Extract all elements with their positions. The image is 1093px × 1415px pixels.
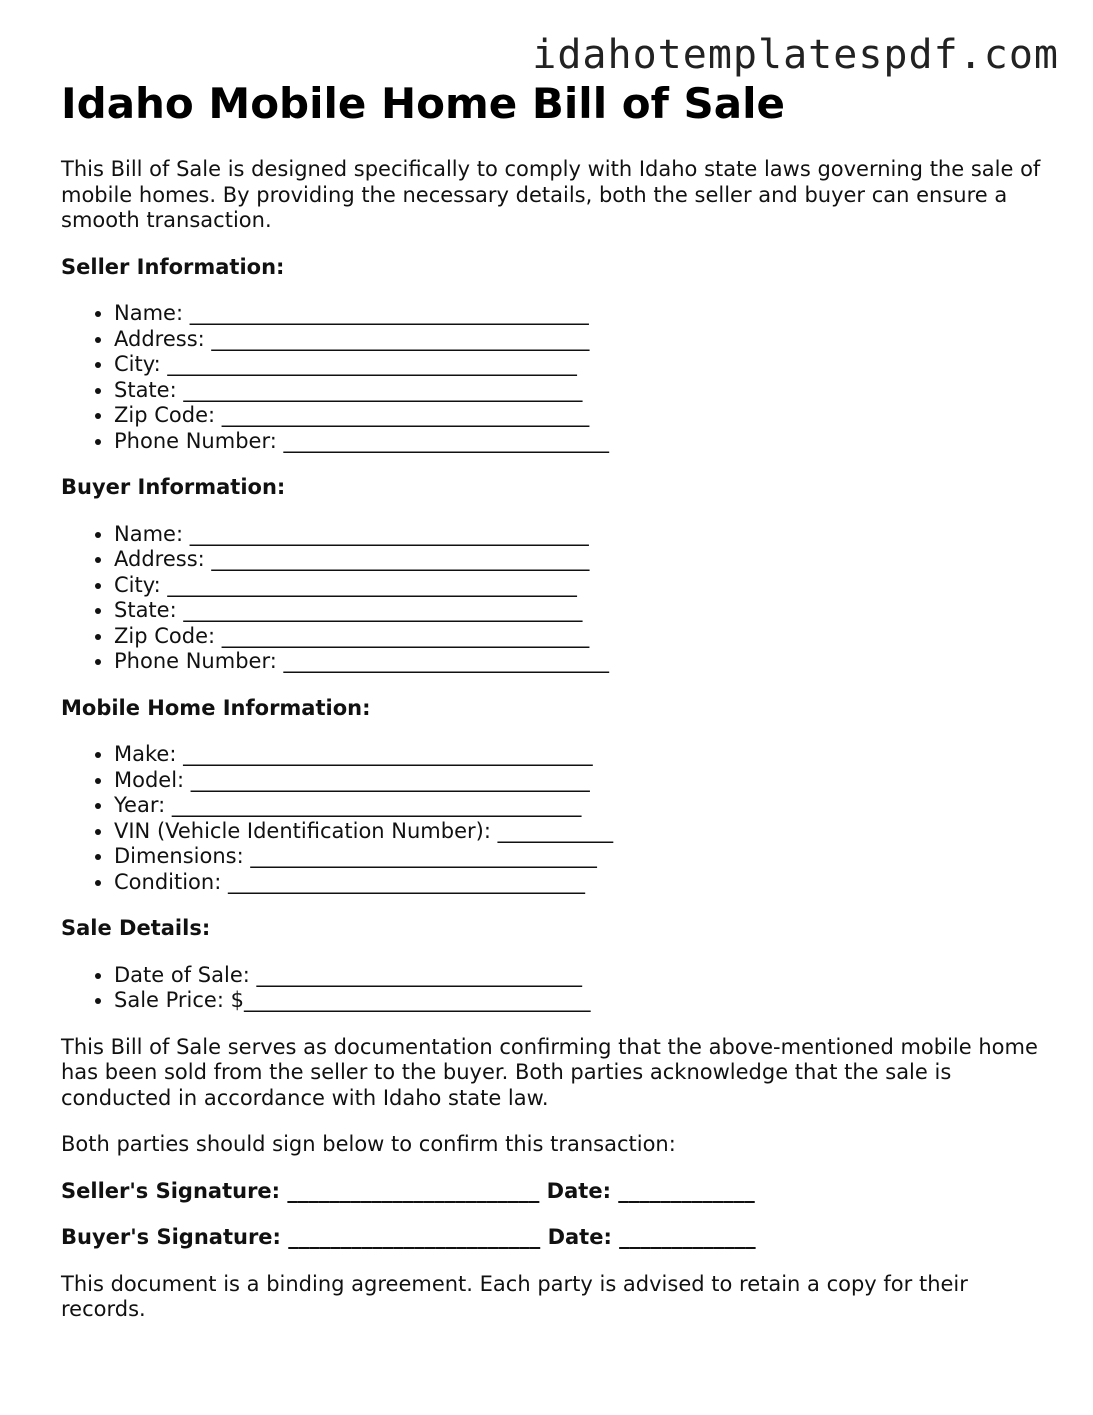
closing-paragraph: This document is a binding agreement. Each party is advised to retain a copy for their records.	[61, 1271, 968, 1321]
sale-price-field[interactable]: • Sale Price: $_________________________________	[114, 988, 1041, 1014]
year-field[interactable]: • Year: _______________________________________	[114, 793, 1041, 819]
seller-phone-field[interactable]: • Phone Number: _______________________________	[114, 429, 1041, 455]
seller-city-field[interactable]: • City: _______________________________________	[114, 352, 1041, 378]
buyer-field-list	[61, 522, 1041, 675]
seller-address-field[interactable]: • Address: ____________________________________	[114, 327, 1041, 353]
dimensions-field[interactable]: • Dimensions: _________________________________	[114, 844, 1041, 870]
seller-name-field[interactable]: • Name: ______________________________________	[114, 301, 1041, 327]
buyer-address-field[interactable]: • Address: ____________________________________	[114, 547, 1041, 573]
seller-state-field[interactable]: • State: ______________________________________	[114, 378, 1041, 404]
document-page	[61, 80, 1041, 1323]
buyer-name-field[interactable]: • Name: ______________________________________	[114, 522, 1041, 548]
sign-instruction: Both parties should sign below to confirm this transaction:	[61, 1132, 676, 1156]
page-title: Idaho Mobile Home Bill of Sale	[61, 79, 785, 128]
buyer-phone-field[interactable]: • Phone Number: _______________________________	[114, 649, 1041, 675]
date-of-sale-field[interactable]: • Date of Sale: _______________________________	[114, 963, 1041, 989]
mobile-home-heading: Mobile Home Information:	[61, 695, 371, 720]
seller-zip-field[interactable]: • Zip Code: ___________________________________	[114, 403, 1041, 429]
sale-field-list	[61, 963, 1041, 1014]
seller-heading: Seller Information:	[61, 254, 285, 279]
buyer-heading: Buyer Information:	[61, 475, 286, 499]
intro-paragraph: This Bill of Sale is designed specifically to comply with Idaho state laws governing the sale of mobile homes. By providing the necessary details, both the seller and buyer can ensure a smooth transaction.	[61, 157, 1041, 232]
condition-field[interactable]: • Condition: __________________________________	[114, 870, 1041, 896]
buyer-city-field[interactable]: • City: _______________________________________	[114, 573, 1041, 599]
vin-field[interactable]: • VIN (Vehicle Identification Number): ___________	[114, 819, 1041, 845]
watermark-site-name: idahotemplatespdf.com	[532, 32, 1059, 78]
buyer-signature-line[interactable]: Buyer's Signature: ________________________ Date: _____________	[61, 1225, 756, 1249]
buyer-zip-field[interactable]: • Zip Code: ___________________________________	[114, 624, 1041, 650]
seller-field-list	[61, 301, 1041, 454]
buyer-state-field[interactable]: • State: ______________________________________	[114, 598, 1041, 624]
seller-signature-line[interactable]: Seller's Signature: ________________________ Date: _____________	[61, 1178, 755, 1203]
make-field[interactable]: • Make: _______________________________________	[114, 742, 1041, 768]
mobile-home-field-list	[61, 742, 1041, 895]
confirmation-paragraph: This Bill of Sale serves as documentation confirming that the above-mentioned mobile home has been sold from the seller to the buyer. Both parties acknowledge that the sale is conducted in accordance with Idaho state law.	[61, 1034, 1038, 1110]
model-field[interactable]: • Model: ______________________________________	[114, 768, 1041, 794]
sale-details-heading: Sale Details:	[61, 916, 211, 940]
